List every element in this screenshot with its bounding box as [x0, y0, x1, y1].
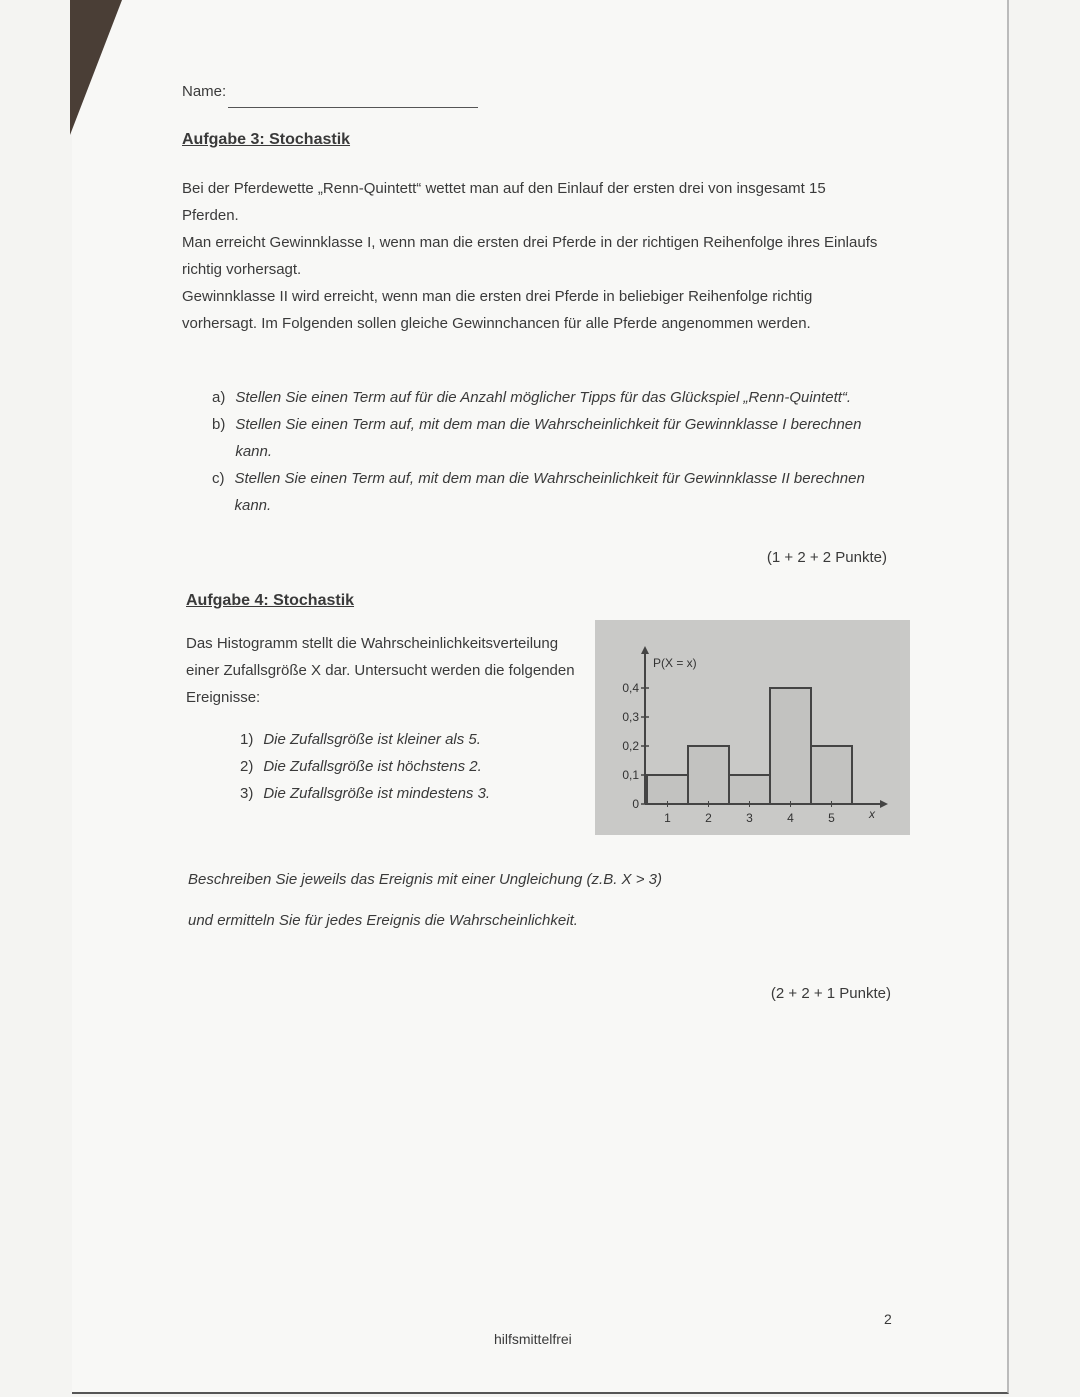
histogram: [595, 620, 910, 835]
y-tick-label: 0: [632, 797, 639, 811]
task4-intro: Das Histogramm stellt die Wahrscheinlichkeitsverteilung einer Zufallsgröße X dar. Untersucht werden die folgenden Ereignisse:: [186, 635, 575, 706]
item-text: Stellen Sie einen Term auf, mit dem man die Wahrscheinlichkeit für Gewinnklasse I berechnen kann.: [235, 416, 862, 460]
y-tick-label: 0,3: [622, 710, 639, 724]
paragraph: Bei der Pferdewette „Renn-Quintett“ wettet man auf den Einlauf der ersten drei von insgesamt 15 Pferden.: [182, 180, 826, 224]
histogram-bar: [729, 775, 770, 804]
y-axis-arrow: [641, 646, 649, 654]
item-text: Stellen Sie einen Term auf für die Anzahl möglicher Tipps für das Glückspiel „Renn-Quintett“.: [235, 389, 852, 406]
task3-items: [212, 384, 882, 519]
item-label: c): [212, 470, 225, 487]
task3-points: (1 + 2 + 2 Punkte): [766, 549, 887, 566]
list-item: [212, 384, 882, 411]
paragraph: Gewinnklasse II wird erreicht, wenn man die ersten drei Pferde in beliebiger Reihenfolge richtig vorhersagt. Im Folgenden sollen gleiche Gewinnchancen für alle Pferde angenommen werden.: [182, 288, 813, 332]
page-number: 2: [884, 1311, 892, 1327]
histogram-bar: [647, 775, 688, 804]
item-text: Die Zufallsgröße ist mindestens 3.: [263, 785, 491, 802]
name-label: Name:: [182, 83, 227, 100]
task4-points: (2 + 2 + 1 Punkte): [770, 985, 891, 1002]
x-tick-label: 3: [746, 811, 753, 825]
histogram-bar: [688, 746, 729, 804]
histogram-svg: [595, 620, 910, 835]
x-axis-label: x: [869, 807, 875, 821]
y-tick-label: 0,1: [622, 768, 639, 782]
histogram-bar: [770, 688, 811, 804]
y-tick-label: 0,4: [622, 681, 639, 695]
item-text: Die Zufallsgröße ist kleiner als 5.: [263, 731, 481, 748]
list-item: [240, 753, 490, 780]
shadow-corner: [70, 0, 122, 135]
y-axis-label: P(X = x): [653, 656, 697, 670]
task4-instruction-2: und ermitteln Sie für jedes Ereignis die Wahrscheinlichkeit.: [188, 912, 578, 929]
task4-instruction-1: Beschreiben Sie jeweils das Ereignis mit einer Ungleichung (z.B. X > 3): [188, 871, 662, 888]
y-tick-label: 0,2: [622, 739, 639, 753]
task4-title: Aufgabe 4: Stochastik: [186, 592, 355, 609]
item-label: b): [212, 416, 226, 433]
x-tick-label: 2: [705, 811, 712, 825]
item-text: Die Zufallsgröße ist höchstens 2.: [263, 758, 482, 775]
task4-items: [240, 726, 490, 807]
item-label: 3): [240, 785, 254, 802]
x-tick-label: 1: [664, 811, 671, 825]
x-tick-label: 4: [787, 811, 794, 825]
item-label: a): [212, 389, 226, 406]
x-tick-label: 5: [828, 811, 835, 825]
item-label: 2): [240, 758, 254, 775]
list-item: [240, 726, 490, 753]
footer-note: hilfsmittelfrei: [494, 1331, 572, 1347]
list-item: [212, 411, 882, 465]
list-item: [240, 780, 490, 807]
name-line: [228, 107, 478, 108]
x-axis-arrow: [880, 800, 888, 808]
task3-title: Aufgabe 3: Stochastik: [182, 131, 351, 148]
item-text: Stellen Sie einen Term auf, mit dem man die Wahrscheinlichkeit für Gewinnklasse II berechnen kann.: [234, 470, 865, 514]
list-item: [212, 465, 882, 519]
histogram-bar: [811, 746, 852, 804]
paragraph: Man erreicht Gewinnklasse I, wenn man die ersten drei Pferde in der richtigen Reihenfolge ihres Einlaufs richtig vorhersagt.: [182, 234, 878, 278]
item-label: 1): [240, 731, 254, 748]
task3-text: [182, 175, 882, 337]
